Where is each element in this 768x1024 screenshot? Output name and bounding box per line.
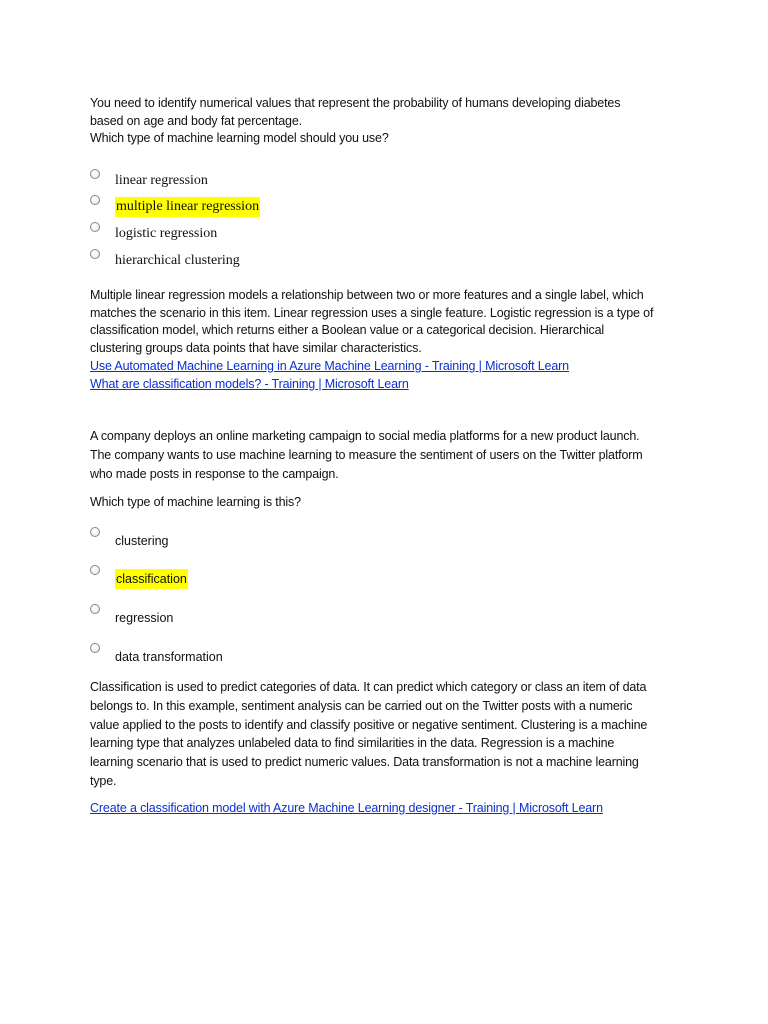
explanation-line: Multiple linear regression models a relationship between two or more features and a single label, which [90, 288, 644, 302]
explanation-line: belongs to. In this example, sentiment analysis can be carried out on the Twitter posts with a numeric [90, 698, 633, 713]
link-automated-ml[interactable]: Use Automated Machine Learning in Azure Machine Learning - Training | Microsoft Learn [90, 359, 569, 373]
explanation-line: type. [90, 773, 117, 788]
question-2-prompt [90, 494, 301, 512]
question-2-stem-line: who made posts in response to the campaign. [90, 467, 339, 481]
question-2-prompt-text: Which type of machine learning is this? [90, 495, 301, 509]
explanation-line: matches the scenario in this item. Linear regression uses a single feature. Logistic regression is a type of [90, 305, 654, 320]
explanation-line: clustering groups data points that have similar characteristics. [90, 340, 422, 355]
radio-button[interactable] [90, 643, 100, 653]
explanation-line: Classification is used to predict categories of data. It can predict which category or class an item of data [90, 680, 647, 694]
radio-button[interactable] [90, 169, 100, 179]
option-label-highlighted: classification [115, 569, 188, 589]
question-1-explanation [90, 287, 682, 357]
question-2-stem-line: A company deploys an online marketing campaign to social media platforms for a new product launch. [90, 429, 640, 443]
option-label: linear regression [115, 173, 208, 188]
radio-button[interactable] [90, 222, 100, 232]
question-2-stem [90, 427, 680, 484]
radio-button[interactable] [90, 195, 100, 205]
question-1-stem-line: You need to identify numerical values that represent the probability of humans developing diabetes [90, 96, 621, 110]
option-label: clustering [115, 534, 169, 548]
question-1-stem-line: based on age and body fat percentage. [90, 113, 302, 128]
option-label-highlighted: multiple linear regression [115, 197, 260, 217]
link-classification-models[interactable]: What are classification models? - Training | Microsoft Learn [90, 376, 409, 391]
option-label: logistic regression [115, 226, 218, 241]
explanation-line: classification model, which returns either a Boolean value or a categorical decision. Hierarchical [90, 323, 605, 338]
radio-button[interactable] [90, 249, 100, 259]
question-1-stem [90, 95, 680, 148]
question-2-explanation [90, 678, 682, 791]
question-1-stem-line: Which type of machine learning model should you use? [90, 131, 389, 146]
option-label: data transformation [115, 650, 223, 664]
radio-button[interactable] [90, 527, 100, 537]
explanation-line: learning type that analyzes unlabeled data to find similarities in the data. Regression is a machine [90, 736, 615, 751]
question-2-links [90, 800, 603, 818]
option-label: regression [115, 611, 174, 625]
explanation-line: learning scenario that is used to predict numeric values. Data transformation is not a machine learning [90, 755, 639, 770]
explanation-line: value applied to the posts to identify and classify positive or negative sentiment. Clustering is a machine [90, 717, 648, 732]
radio-button[interactable] [90, 604, 100, 614]
question-2-stem-line: The company wants to use machine learning to measure the sentiment of users on the Twitter platform [90, 448, 643, 462]
question-1-links [90, 358, 569, 393]
option-label: hierarchical clustering [115, 253, 240, 268]
link-classification-designer[interactable]: Create a classification model with Azure Machine Learning designer - Training | Microsoft Learn [90, 801, 603, 815]
radio-button[interactable] [90, 565, 100, 575]
